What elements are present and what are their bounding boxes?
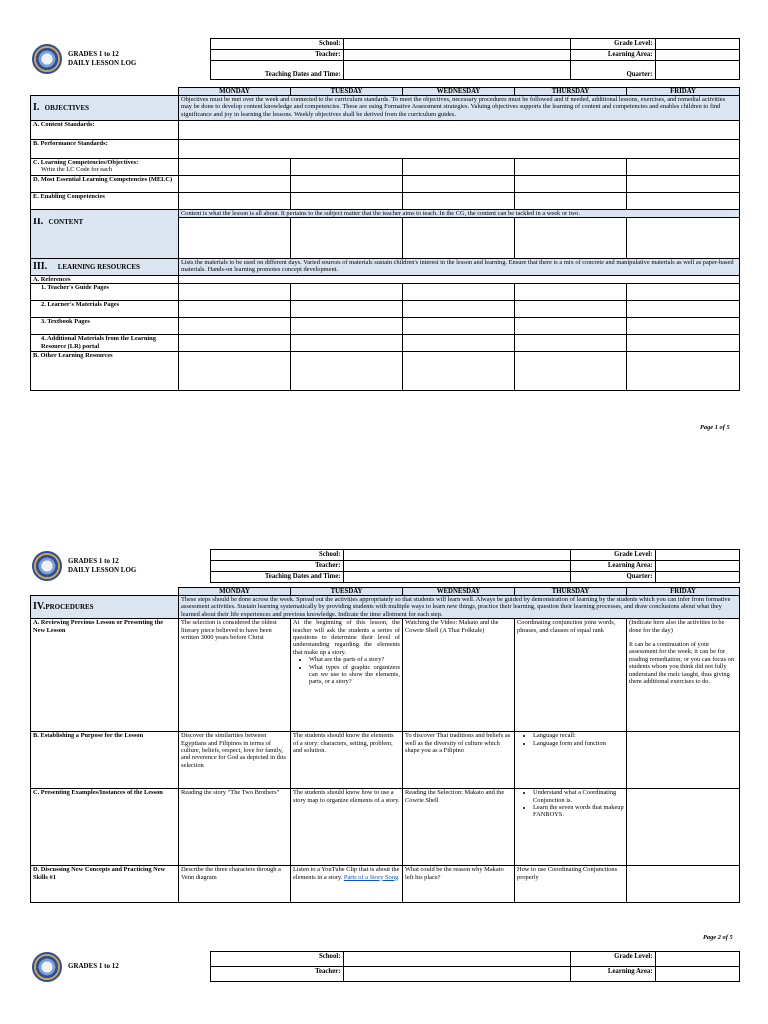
learning-area-label: Learning Area: <box>570 561 655 572</box>
row-a-mon[interactable]: The selection is considered the oldest literary piece believed to have been written 3000 years before Christ <box>179 619 291 732</box>
enabling-tue[interactable] <box>291 193 403 210</box>
day-thursday: THURSDAY <box>515 88 627 96</box>
procedures-heading <box>31 596 179 619</box>
additional-label: 4. Additional Materials from the Learning Resource (LR) portal <box>31 335 179 352</box>
corner-cell <box>31 588 179 596</box>
performance-standards-label: B. Performance Standards: <box>31 140 179 159</box>
resources-title: LEARNING RESOURCES <box>57 262 140 271</box>
teacher-field[interactable] <box>343 561 570 572</box>
row-a-tue-text: At the beginning of this lesson, the teacher will ask the students a series of questions to determine their level of understanding regarding the elements that make up a story. <box>293 619 400 656</box>
doc-title-line1: GRADES 1 to 12 <box>68 962 119 970</box>
teacher-label: Teacher: <box>210 50 343 61</box>
day-wednesday: WEDNESDAY <box>403 588 515 596</box>
procedures-note: These steps should be done across the week. Spread out the activities appropriately so that students will learn well. Always be guided by demonstration of learning by the students which you can infer from formative assessment activities. Sustain learning systematically by providing students with multiple ways to learn new things, practice their learning, question their learning processes, and draw conclusions about what they learned about their life experiences and previous knowledge. Indicate the time allotment for each step. <box>179 596 740 619</box>
procedures-roman: IV. <box>33 600 46 612</box>
school-field[interactable] <box>343 550 570 561</box>
lm-thu[interactable] <box>515 301 627 318</box>
school-label: School: <box>210 952 343 967</box>
teacher-label: Teacher: <box>210 561 343 572</box>
performance-standards-field[interactable] <box>179 140 740 159</box>
additional-mon[interactable] <box>179 335 291 352</box>
enabling-wed[interactable] <box>403 193 515 210</box>
enabling-label: E. Enabling Competencies <box>31 193 179 210</box>
row-a-tue[interactable] <box>291 619 403 732</box>
day-wednesday: WEDNESDAY <box>403 88 515 96</box>
row-a-tue-list <box>293 656 400 686</box>
row-c-fri[interactable] <box>627 789 740 866</box>
other-thu[interactable] <box>515 352 627 391</box>
header-table-3 <box>30 951 740 982</box>
textbook-label: 3. Textbook Pages <box>31 318 179 335</box>
lm-wed[interactable] <box>403 301 515 318</box>
textbook-thu[interactable] <box>515 318 627 335</box>
tg-wed[interactable] <box>403 284 515 301</box>
quarter-field[interactable] <box>655 61 739 80</box>
learning-area-field[interactable] <box>655 561 739 572</box>
row-d-mon[interactable]: Describe the three characters through a Venn diagram <box>179 866 291 903</box>
deped-seal-icon <box>32 44 62 74</box>
row-c-wed[interactable]: Reading the Selection: Makato and the Cowrie Shell <box>403 789 515 866</box>
procedures-table <box>30 587 740 903</box>
quarter-field[interactable] <box>655 572 739 583</box>
row-c-thu[interactable] <box>515 789 627 866</box>
page-3 <box>30 951 739 982</box>
procedures-title: PROCEDURES <box>45 602 94 611</box>
day-monday: MONDAY <box>179 588 291 596</box>
teacher-field[interactable] <box>343 967 570 982</box>
tg-tue[interactable] <box>291 284 403 301</box>
list-item: • Language recall: <box>533 732 624 739</box>
objectives-note: Objectives must be met over the week and connected to the curriculum standards. To meet the objectives, necessary procedures must be followed and if needed, additional lessons, exercises, and remedial activities may be done to develop content knowledge and competencies. These are using Formative Assessment strategies. Valuing objectives supports the learning of content and competencies and enables children to find significance and joy in learning the lessons. Weekly objectives shall be derived from the curriculum guides. <box>179 96 740 121</box>
content-title: CONTENT <box>48 217 84 226</box>
list-item: • Learn the seven words that makeup FANBOYS. <box>533 804 624 819</box>
day-monday: MONDAY <box>179 88 291 96</box>
row-a-fri-text1: (Indicate here also the activities to be done for the day) <box>629 619 725 634</box>
objectives-heading <box>31 96 179 121</box>
learning-area-label: Learning Area: <box>570 50 655 61</box>
row-b-wed[interactable]: To discover Thai traditions and beliefs as well as the diversity of culture which shape you as a Filipino <box>403 732 515 789</box>
quarter-label: Quarter: <box>570 61 655 80</box>
row-a-wed[interactable]: Watching the Video: Makato and the Cowrie Shell (A Thai Folktale) <box>403 619 515 732</box>
additional-thu[interactable] <box>515 335 627 352</box>
header-table <box>30 38 740 80</box>
dates-field[interactable] <box>343 572 570 583</box>
objectives-roman: I. <box>33 101 40 113</box>
deped-seal-icon <box>32 551 62 581</box>
content-roman: II. <box>33 217 44 227</box>
page-2 <box>30 549 739 903</box>
row-b-fri[interactable] <box>627 732 740 789</box>
doc-title-line1: GRADES 1 to 12 <box>68 557 119 565</box>
row-c-thu-list <box>517 789 624 819</box>
list-item: • Understand what a Coordinating Conjunction is. <box>533 789 624 804</box>
row-b-thu[interactable] <box>515 732 627 789</box>
other-resources-label: B. Other Learning Resources <box>31 352 179 391</box>
dates-field[interactable] <box>343 61 570 80</box>
textbook-wed[interactable] <box>403 318 515 335</box>
competencies-label: C. Learning Competencies/Objectives: <box>33 159 139 166</box>
list-item: • Language form and function <box>533 740 624 747</box>
row-a-thu[interactable]: Coordinating conjunction joins words, phrases, and clauses of equal rank <box>515 619 627 732</box>
learning-area-field[interactable] <box>655 967 739 982</box>
references-label: A. References <box>31 275 179 283</box>
grade-level-field[interactable] <box>655 550 739 561</box>
school-label: School: <box>210 550 343 561</box>
competencies-sub: Write the LC Code for each <box>41 166 112 174</box>
melc-fri[interactable] <box>627 176 740 193</box>
corner-cell <box>31 88 179 96</box>
row-c-mon[interactable]: Reading the story "The Two Brothers" <box>179 789 291 866</box>
textbook-fri[interactable] <box>627 318 740 335</box>
tg-fri[interactable] <box>627 284 740 301</box>
other-mon[interactable] <box>179 352 291 391</box>
grade-level-field[interactable] <box>655 39 739 50</box>
day-friday: FRIDAY <box>627 588 740 596</box>
grade-level-label: Grade Level: <box>570 550 655 561</box>
row-d-thu[interactable]: How to use Coordinating Conjunctions properly <box>515 866 627 903</box>
content-spacer <box>31 210 179 218</box>
row-d-wed[interactable]: What could be the reason why Makato left his place? <box>403 866 515 903</box>
objectives-table <box>30 87 740 391</box>
other-wed[interactable] <box>403 352 515 391</box>
tg-thu[interactable] <box>515 284 627 301</box>
competencies-cell <box>31 159 179 176</box>
row-b-tue[interactable]: The students should know the elements of a story: characters, setting, problem, and solution. <box>291 732 403 789</box>
lm-tue[interactable] <box>291 301 403 318</box>
content-standards-label: A. Content Standards: <box>31 121 179 140</box>
competencies-fri[interactable] <box>627 159 740 176</box>
competencies-mon[interactable] <box>179 159 291 176</box>
enabling-fri[interactable] <box>627 193 740 210</box>
lm-mon[interactable] <box>179 301 291 318</box>
grade-level-label: Grade Level: <box>570 39 655 50</box>
tg-label: 1. Teacher's Guide Pages <box>31 284 179 301</box>
other-tue[interactable] <box>291 352 403 391</box>
melc-label: D. Most Essential Learning Competencies (MELC) <box>31 176 179 193</box>
enabling-mon[interactable] <box>179 193 291 210</box>
grade-level-field[interactable] <box>655 952 739 967</box>
school-field[interactable] <box>343 39 570 50</box>
parts-of-a-story-link[interactable]: Parts of a Story Song <box>343 873 399 881</box>
row-d-fri[interactable] <box>627 866 740 903</box>
additional-wed[interactable] <box>403 335 515 352</box>
references-field[interactable] <box>179 275 740 283</box>
page-1-number: Page 1 of 5 <box>700 424 730 431</box>
dates-label: Teaching Dates and Time: <box>210 572 343 583</box>
school-label: School: <box>210 39 343 50</box>
enabling-thu[interactable] <box>515 193 627 210</box>
day-friday: FRIDAY <box>627 88 740 96</box>
header-brand-3 <box>30 952 210 982</box>
day-tuesday: TUESDAY <box>291 88 403 96</box>
row-d-label: D. Discussing New Concepts and Practicing New Skills #1 <box>31 866 179 903</box>
day-tuesday: TUESDAY <box>291 588 403 596</box>
content-heading <box>31 218 179 259</box>
row-c-label: C. Presenting Examples/Instances of the Lesson <box>31 789 179 866</box>
melc-tue[interactable] <box>291 176 403 193</box>
row-d-tue[interactable] <box>291 866 403 903</box>
day-thursday: THURSDAY <box>515 588 627 596</box>
doc-title-line2: DAILY LESSON LOG <box>68 59 137 67</box>
teacher-label: Teacher: <box>210 967 343 982</box>
content-standards-field[interactable] <box>179 121 740 140</box>
page-1 <box>30 38 739 391</box>
header-brand-2 <box>30 550 210 583</box>
objectives-title: OBJECTIVES <box>44 103 90 112</box>
content-fri[interactable] <box>627 218 740 259</box>
doc-title-line2: DAILY LESSON LOG <box>68 566 137 574</box>
competencies-tue[interactable] <box>291 159 403 176</box>
other-fri[interactable] <box>627 352 740 391</box>
content-tue[interactable] <box>291 218 403 259</box>
row-a-label: A. Reviewing Previous Lesson or Presenting the New Lesson <box>31 619 179 732</box>
row-c-tue[interactable]: The students should know how to use a story map to organize elements of a story. <box>291 789 403 866</box>
competencies-wed[interactable] <box>403 159 515 176</box>
row-b-label: B. Establishing a Purpose for the Lesson <box>31 732 179 789</box>
resources-roman: III. <box>33 260 48 272</box>
lm-fri[interactable] <box>627 301 740 318</box>
deped-seal-icon <box>32 952 62 982</box>
row-d-tue-text: Listen to a YouTube Clip that is about the elements in a story. <box>293 866 400 881</box>
textbook-tue[interactable] <box>291 318 403 335</box>
row-a-fri[interactable] <box>627 619 740 732</box>
grade-level-label: Grade Level: <box>570 952 655 967</box>
doc-title-line1: GRADES 1 to 12 <box>68 50 119 58</box>
competencies-thu[interactable] <box>515 159 627 176</box>
header-table-2 <box>30 549 740 583</box>
list-item: • What are the parts of a story? <box>309 656 400 663</box>
row-a-fri-text2: It can be a continuation of your assessment for the week; it can be for reading remediation; or you can focus on students whom you think did not fully understand the melc taught, thus giving them additional exercises to do. <box>629 641 735 686</box>
lm-label: 2. Learner's Materials Pages <box>31 301 179 318</box>
melc-mon[interactable] <box>179 176 291 193</box>
learning-area-field[interactable] <box>655 50 739 61</box>
resources-note: Lists the materials to be used on different days. Varied sources of materials sustain children's interest in the lesson and learning. Ensure that there is a mix of concrete and manipulative materials as well as paper-based materials. Hands-on learning promotes concept development. <box>179 258 740 275</box>
learning-area-label: Learning Area: <box>570 967 655 982</box>
textbook-mon[interactable] <box>179 318 291 335</box>
melc-thu[interactable] <box>515 176 627 193</box>
quarter-label: Quarter: <box>570 572 655 583</box>
school-field[interactable] <box>343 952 570 967</box>
resources-heading <box>31 258 179 275</box>
teacher-field[interactable] <box>343 50 570 61</box>
row-b-thu-list <box>517 732 624 747</box>
additional-fri[interactable] <box>627 335 740 352</box>
content-note: Content is what the lesson is all about. It pertains to the subject matter that the teacher aims to teach. In the CG, the content can be tackled in a week or two. <box>179 210 740 218</box>
content-wed[interactable] <box>403 218 515 259</box>
list-item: • What types of graphic organizers can we use to show the elements, parts, or a story? <box>309 664 400 686</box>
page-2-number: Page 2 of 5 <box>703 934 733 941</box>
tg-mon[interactable] <box>179 284 291 301</box>
additional-tue[interactable] <box>291 335 403 352</box>
dates-label: Teaching Dates and Time: <box>210 61 343 80</box>
row-b-mon[interactable]: Discover the similarities between Egyptians and Filipinos in terms of culture, beliefs, respect, love for family, and reverence for God as depicted in this selection <box>179 732 291 789</box>
content-thu[interactable] <box>515 218 627 259</box>
header-brand <box>30 39 210 80</box>
content-mon[interactable] <box>179 218 291 259</box>
melc-wed[interactable] <box>403 176 515 193</box>
